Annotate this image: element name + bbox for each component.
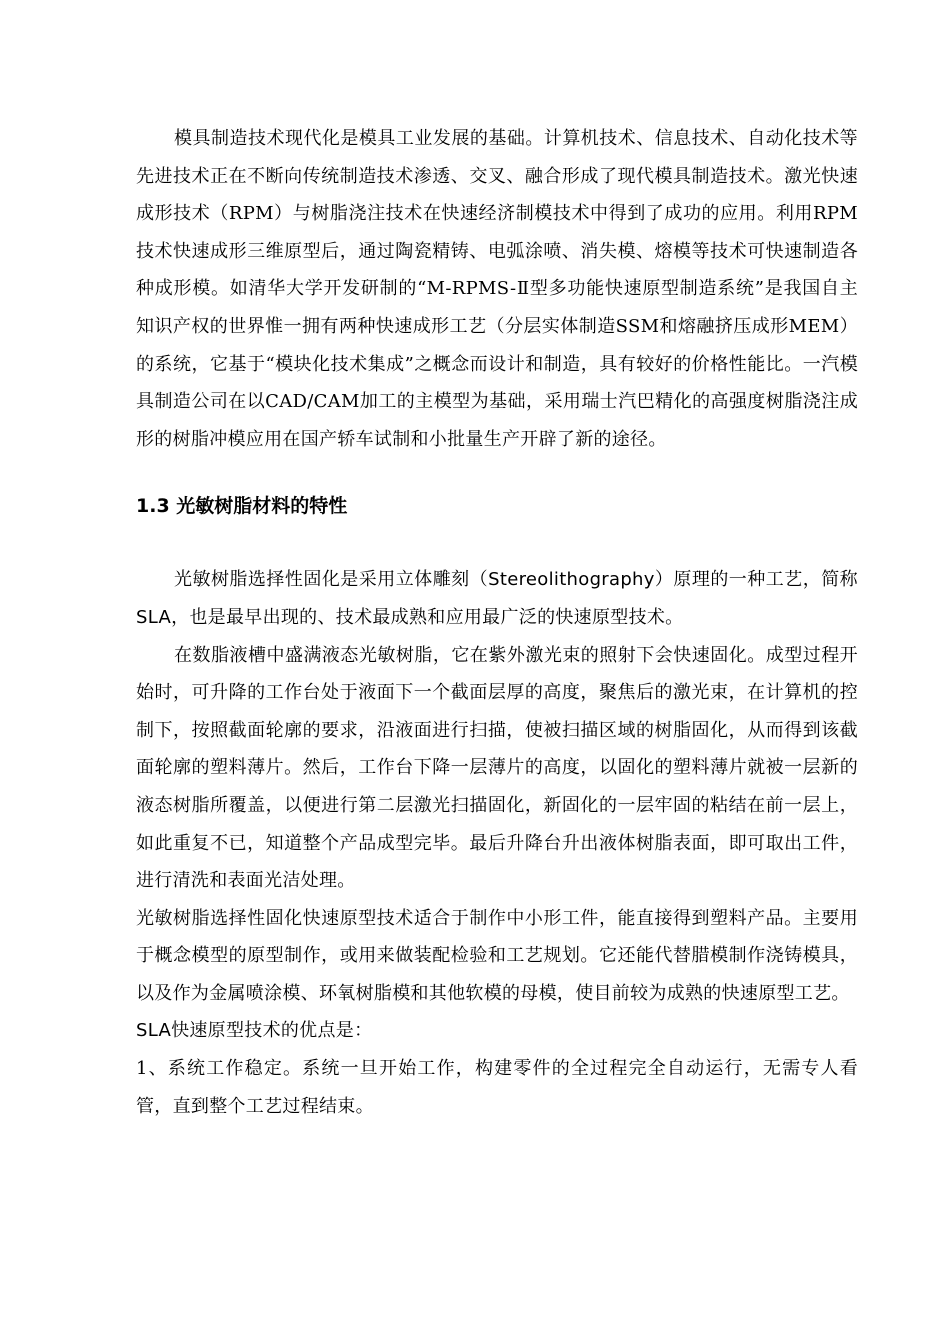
paragraph-sla-intro: 光敏树脂选择性固化是采用立体雕刻（Stereolithography）原理的一种工艺，简称SLA，也是最早出现的、技术最成熟和应用最广泛的快速原型技术。 <box>136 569 858 628</box>
paragraph-sla-advantages-intro: SLA快速原型技术的优点是： <box>136 1020 373 1042</box>
paragraph-advantage-1: 1、系统工作稳定。系统一旦开始工作，构建零件的全过程完全自动运行，无需专人看管，直到整个工艺过程结束。 <box>136 1058 858 1117</box>
paragraph-sla-applications: 光敏树脂选择性固化快速原型技术适合于制作中小形工件，能直接得到塑料产品。主要用于概念模型的原型制作，或用来做装配检验和工艺规划。它还能代替腊模制作浇铸模具，以及作为金属喷涂模、环氧树脂模和其他软模的母模，使目前较为成熟的快速原型工艺。 <box>136 907 858 1004</box>
paragraph-sla-process: 在数脂液槽中盛满液态光敏树脂，它在紫外激光束的照射下会快速固化。成型过程开始时，可升降的工作台处于液面下一个截面层厚的高度，聚焦后的激光束，在计算机的控制下，按照截面轮廓的要求，沿液面进行扫描，使被扫描区域的树脂固化，从而得到该截面轮廓的塑料薄片。然后，工作台下降一层薄片的高度，以固化的塑料薄片就被一层新的液态树脂所覆盖，以便进行第二层激光扫描固化，新固化的一层牢固的粘结在前一层上，如此重复不已，知道整个产品成型完毕。最后升降台升出液体树脂表面，即可取出工件，进行清洗和表面光洁处理。 <box>136 644 858 892</box>
section-heading: 1.3 光敏树脂材料的特性 <box>136 495 348 518</box>
paragraph-mold-technology: 模具制造技术现代化是模具工业发展的基础。计算机技术、信息技术、自动化技术等先进技术正在不断向传统制造技术渗透、交叉、融合形成了现代模具制造技术。激光快速成形技术（RPM）与树脂浇注技术在快速经济制模技术中得到了成功的应用。利用RPM技术快速成形三维原型后，通过陶瓷精铸、电弧涂喷、消失模、熔模等技术可快速制造各种成形模。如清华大学开发研制的“M-RPMS-Ⅱ型多功能快速原型制造系统”是我国自主知识产权的世界惟一拥有两种快速成形工艺（分层实体制造SSM和熔融挤压成形MEM）的系统，它基于“模块化技术集成”之概念而设计和制造，具有较好的价格性能比。一汽模具制造公司在以CAD/CAM加工的主模型为基础，采用瑞士汽巴精化的高强度树脂浇注成形的树脂冲模应用在国产轿车试制和小批量生产开辟了新的途径。 <box>136 128 858 450</box>
document-body <box>136 120 858 1125</box>
